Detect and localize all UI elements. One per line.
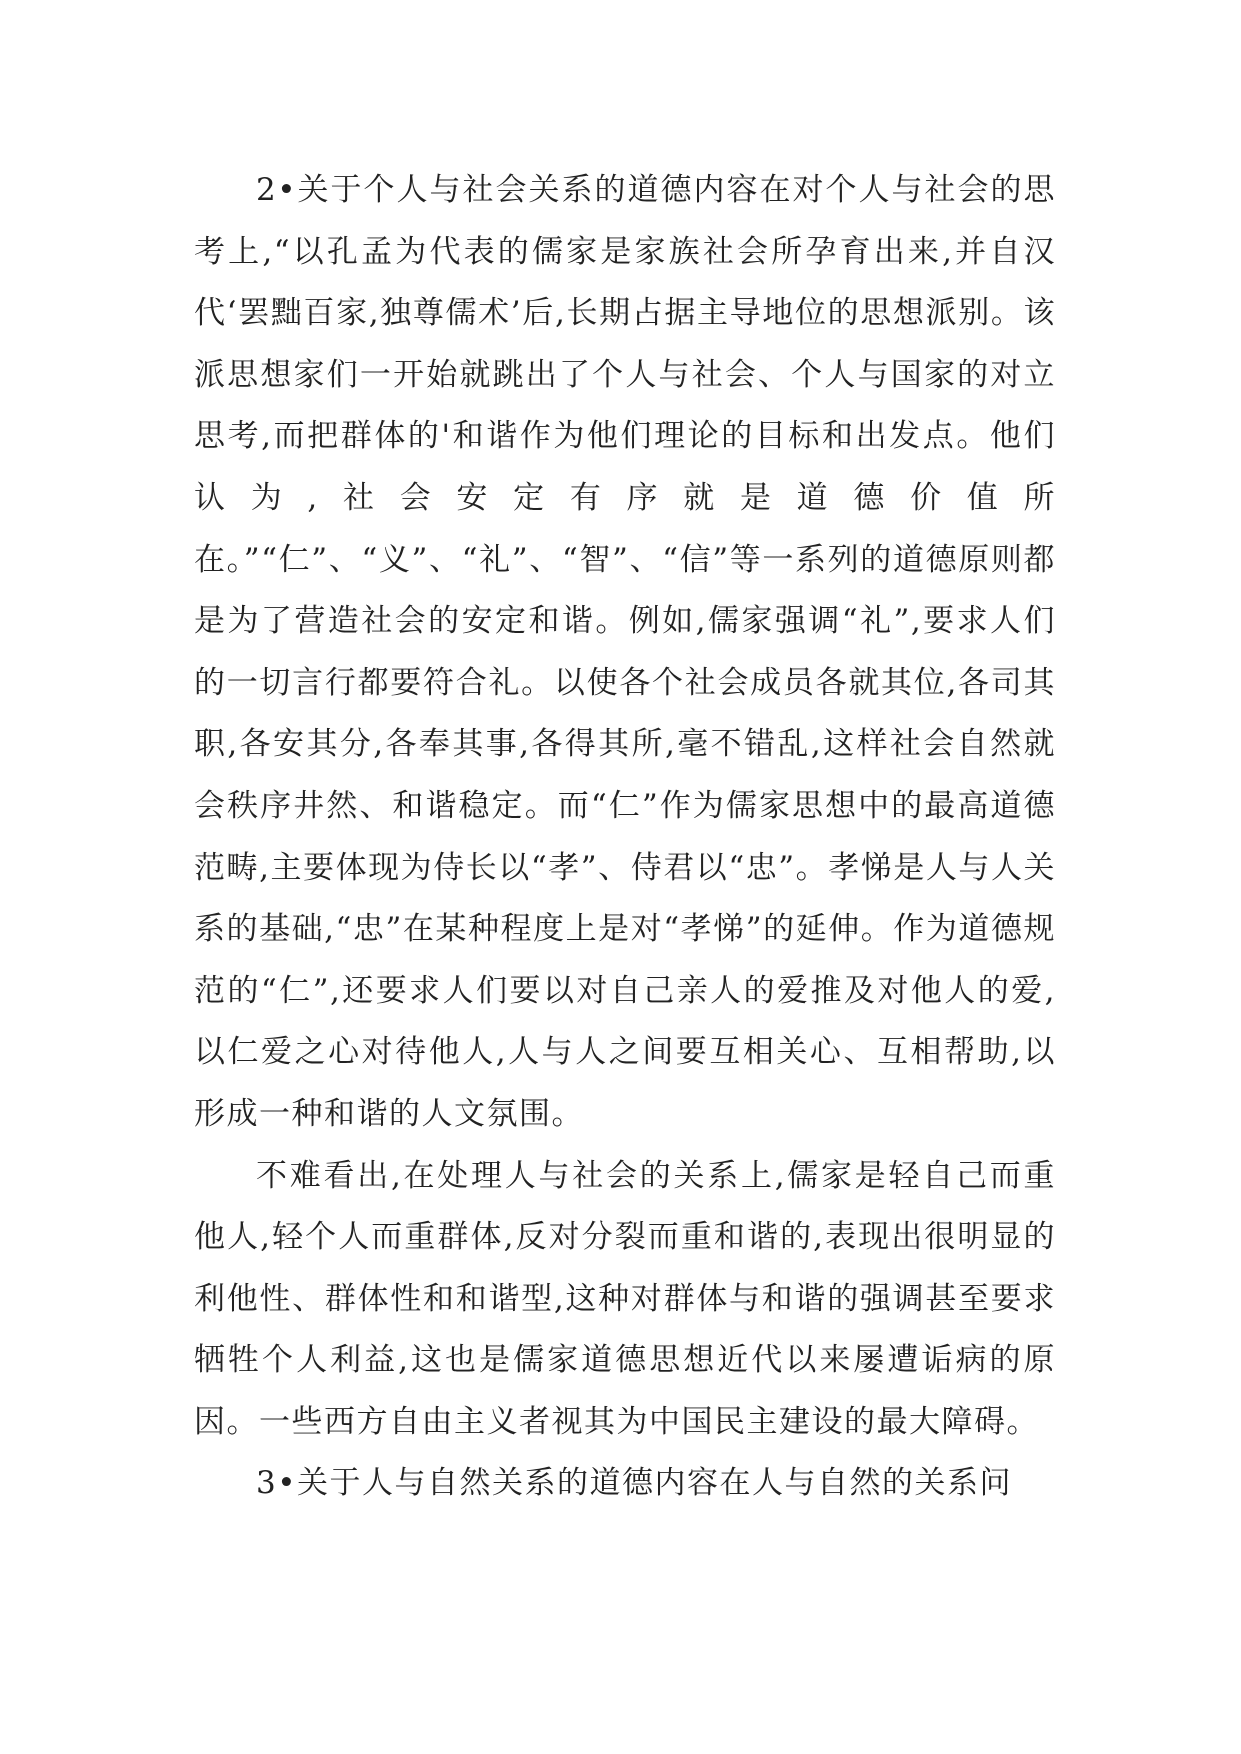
paragraph-human-nature: 3•关于人与自然关系的道德内容在人与自然的关系问 (256, 1465, 1013, 1502)
paragraph-individual-society: 2•关于个人与社会关系的道德内容在对个人与社会的思考上,“以孔孟为代表的儒家是家族社会所孕育出来,并自汉代‘罢黜百家,独尊儒术’后,长期占据主导地位的思想派别。该派思想家们一开始就跳出了个人与社会、个人与国家的对立思考,而把群体的'和谐作为他们理论的目标和出发点。他们认为,社会安定有序就是道德价值所在。”“仁”、“义”、“礼”、“智”、“信”等一系列的道德原则都是为了营造社会的安定和谐。例如,儒家强调“礼”,要求人们的一切言行都要符合礼。以使各个社会成员各就其位,各司其职,各安其分,各奉其事,各得其所,毫不错乱,这样社会自然就会秩序井然、和谐稳定。而“仁”作为儒家思想中的最高道德范畴,主要体现为侍长以“孝”、侍君以“忠”。孝悌是人与人关系的基础,“忠”在某种程度上是对“孝悌”的延伸。作为道德规范的“仁”,还要求人们要以对自己亲人的爱推及对他人的爱,以仁爱之心对待他人,人与人之间要互相关心、互相帮助,以形成一种和谐的人文氛围。 (194, 172, 1056, 1132)
paragraph-analysis: 不难看出,在处理人与社会的关系上,儒家是轻自己而重他人,轻个人而重群体,反对分裂而重和谐的,表现出很明显的利他性、群体性和和谐型,这种对群体与和谐的强调甚至要求牺牲个人利益,这也是儒家道德思想近代以来屡遭诟病的原因。一些西方自由主义者视其为中国民主建设的最大障碍。 (194, 1157, 1056, 1440)
body-text (194, 160, 1056, 1515)
